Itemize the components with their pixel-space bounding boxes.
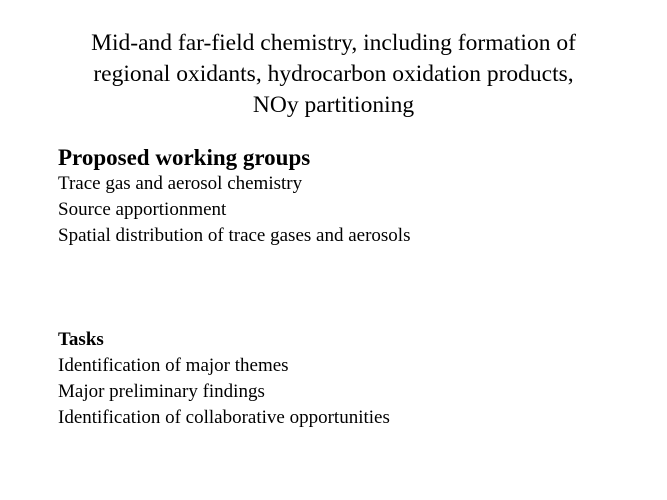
task-item: Identification of major themes xyxy=(58,355,289,376)
slide-title-line: regional oxidants, hydrocarbon oxidation products, xyxy=(93,61,574,87)
tasks-heading: Tasks xyxy=(58,329,104,350)
working-groups-heading: Proposed working groups xyxy=(58,145,311,170)
slide-title-line: Mid-and far-field chemistry, including formation of xyxy=(91,30,576,56)
working-groups-section xyxy=(58,143,410,249)
working-group-item: Trace gas and aerosol chemistry xyxy=(58,173,303,194)
working-group-item: Source apportionment xyxy=(58,199,227,220)
tasks-section xyxy=(58,327,390,431)
working-group-item: Spatial distribution of trace gases and aerosols xyxy=(58,225,411,246)
slide-title xyxy=(40,28,627,121)
task-item: Identification of collaborative opportunities xyxy=(58,407,390,428)
task-item: Major preliminary findings xyxy=(58,381,265,402)
slide-title-line: NOy partitioning xyxy=(252,92,415,118)
